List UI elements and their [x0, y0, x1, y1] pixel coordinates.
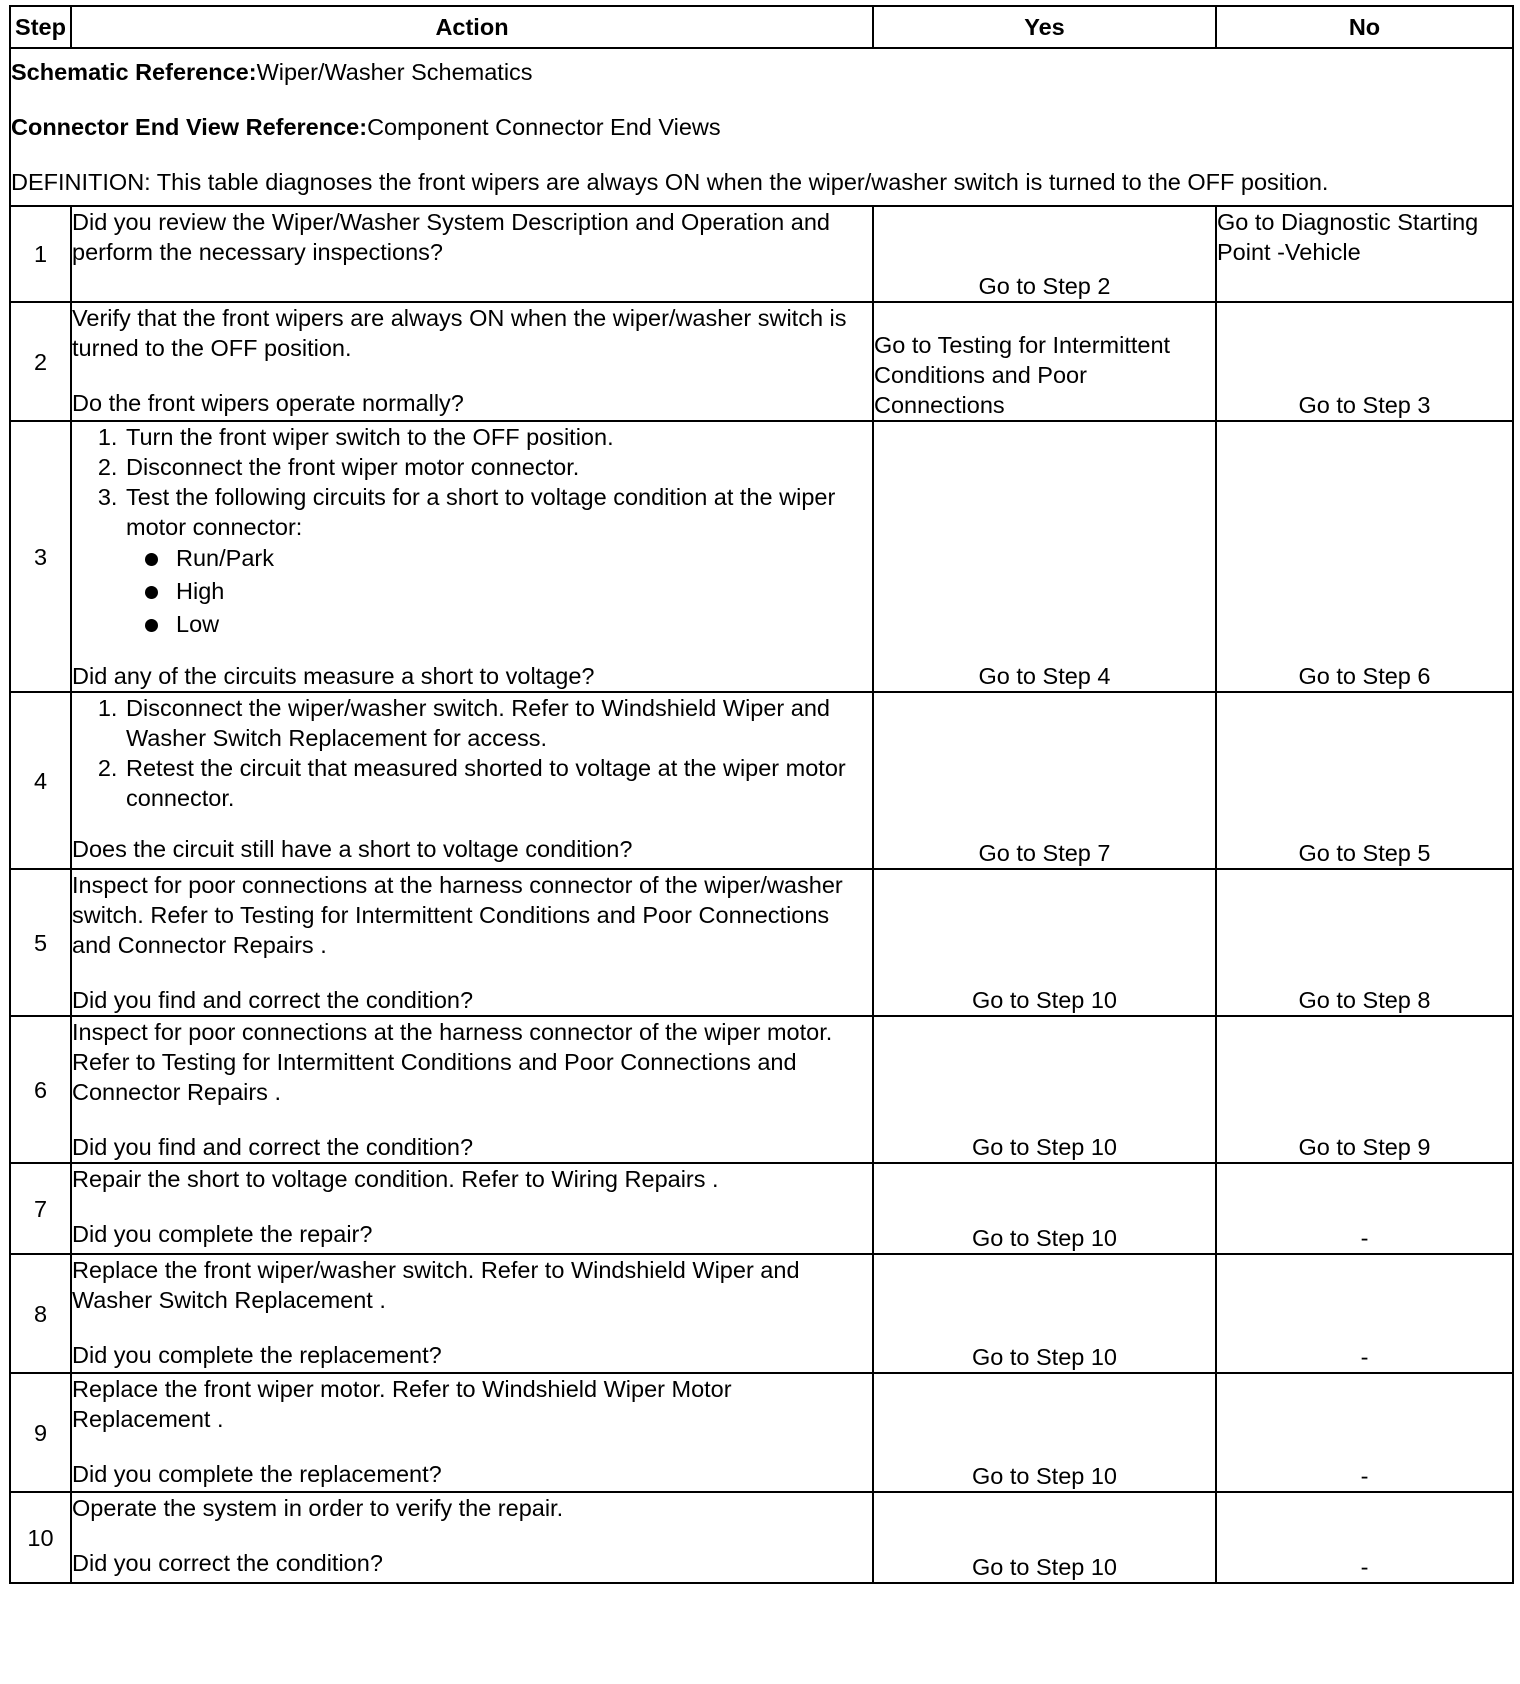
action-text: Inspect for poor connections at the harness connector of the wiper/washer switch. Refer to Testing for Intermittent Conditions and Poor Connections and Connector Repairs .	[72, 872, 843, 958]
step-number: 8	[10, 1254, 71, 1373]
action-cell	[71, 421, 873, 692]
yes-cell[interactable]: Go to Step 10	[873, 1373, 1216, 1492]
list-item-text: Test the following circuits for a short to voltage condition at the wiper motor connector:	[126, 484, 836, 540]
action-cell	[71, 206, 873, 302]
header-step: Step	[10, 6, 71, 48]
question-text: Does the circuit still have a short to voltage condition?	[72, 836, 633, 862]
yes-cell[interactable]: Go to Step 10	[873, 869, 1216, 1016]
circuit-item: Run/Park	[176, 542, 872, 575]
diagnostic-table	[9, 5, 1514, 1584]
action-text: Verify that the front wipers are always ON when the wiper/washer switch is turned to the OFF position.	[72, 305, 847, 361]
table-row	[10, 869, 1513, 1016]
no-cell: -	[1216, 1373, 1513, 1492]
schematic-reference-link[interactable]: Wiper/Washer Schematics	[256, 59, 533, 85]
yes-cell[interactable]: Go to Testing for Intermittent Conditions and Poor Connections	[873, 302, 1216, 421]
connector-reference-link[interactable]: Component Connector End Views	[367, 114, 721, 140]
circuit-item: Low	[176, 608, 872, 641]
question-text: Did any of the circuits measure a short to voltage?	[72, 663, 595, 689]
list-item: 2. Retest the circuit that measured shorted to voltage at the wiper motor connector.	[124, 753, 872, 813]
action-cell	[71, 1163, 873, 1254]
circuit-item: High	[176, 575, 872, 608]
yes-cell[interactable]: Go to Step 4	[873, 421, 1216, 692]
no-cell[interactable]: Go to Diagnostic Starting Point -Vehicle	[1216, 206, 1513, 302]
info-cell	[10, 48, 1513, 206]
step-number: 10	[10, 1492, 71, 1583]
action-cell	[71, 869, 873, 1016]
table-row	[10, 206, 1513, 302]
schematic-reference	[11, 49, 1512, 104]
question-text: Did you correct the condition?	[72, 1550, 383, 1576]
yes-cell[interactable]: Go to Step 10	[873, 1254, 1216, 1373]
yes-cell[interactable]: Go to Step 7	[873, 692, 1216, 869]
table-row	[10, 1016, 1513, 1163]
action-text: Replace the front wiper/washer switch. Refer to Windshield Wiper and Washer Switch Replacement .	[72, 1257, 800, 1313]
definition-text: DEFINITION: This table diagnoses the front wipers are always ON when the wiper/washer switch is turned to the OFF position.	[11, 169, 1329, 195]
no-cell[interactable]: Go to Step 9	[1216, 1016, 1513, 1163]
question-text: Did you complete the repair?	[72, 1221, 373, 1247]
question-text: Did you find and correct the condition?	[72, 1134, 474, 1160]
no-cell: -	[1216, 1492, 1513, 1583]
no-cell[interactable]: Go to Step 3	[1216, 302, 1513, 421]
action-cell	[71, 302, 873, 421]
step-number: 2	[10, 302, 71, 421]
no-cell[interactable]: Go to Step 8	[1216, 869, 1513, 1016]
table-row	[10, 302, 1513, 421]
step-number: 4	[10, 692, 71, 869]
yes-cell[interactable]: Go to Step 10	[873, 1492, 1216, 1583]
step-number: 7	[10, 1163, 71, 1254]
table-row	[10, 1254, 1513, 1373]
yes-cell[interactable]: Go to Step 2	[873, 206, 1216, 302]
connector-reference	[11, 104, 1512, 159]
table-row	[10, 1492, 1513, 1583]
question-text: Did you find and correct the condition?	[72, 987, 474, 1013]
step-number: 5	[10, 869, 71, 1016]
substep-list	[72, 422, 872, 641]
table-row	[10, 1163, 1513, 1254]
step-number: 9	[10, 1373, 71, 1492]
action-cell	[71, 1373, 873, 1492]
action-cell	[71, 1254, 873, 1373]
header-action: Action	[71, 6, 873, 48]
table-row	[10, 692, 1513, 869]
no-cell[interactable]: Go to Step 5	[1216, 692, 1513, 869]
action-cell	[71, 1016, 873, 1163]
no-cell: -	[1216, 1254, 1513, 1373]
table-row	[10, 421, 1513, 692]
header-yes: Yes	[873, 6, 1216, 48]
info-row	[10, 48, 1513, 206]
schematic-reference-label: Schematic Reference:	[11, 59, 257, 85]
question-text: Did you complete the replacement?	[72, 1461, 442, 1487]
action-cell	[71, 1492, 873, 1583]
header-no: No	[1216, 6, 1513, 48]
list-item: 1. Disconnect the wiper/washer switch. Refer to Windshield Wiper and Washer Switch Replacement for access.	[124, 693, 872, 753]
table-row	[10, 1373, 1513, 1492]
no-cell: -	[1216, 1163, 1513, 1254]
list-item: 1. Turn the front wiper switch to the OFF position.	[124, 422, 872, 452]
connector-reference-label: Connector End View Reference:	[11, 114, 368, 140]
step-number: 6	[10, 1016, 71, 1163]
question-text: Did you complete the replacement?	[72, 1342, 442, 1368]
yes-cell[interactable]: Go to Step 10	[873, 1016, 1216, 1163]
question-text: Do the front wipers operate normally?	[72, 390, 464, 416]
action-text: Did you review the Wiper/Washer System Description and Operation and perform the necessary inspections?	[72, 209, 830, 265]
substep-list	[72, 693, 872, 813]
action-text: Repair the short to voltage condition. Refer to Wiring Repairs .	[72, 1166, 719, 1192]
no-cell[interactable]: Go to Step 6	[1216, 421, 1513, 692]
step-number: 3	[10, 421, 71, 692]
list-item: 2. Disconnect the front wiper motor connector.	[124, 452, 872, 482]
yes-cell[interactable]: Go to Step 10	[873, 1163, 1216, 1254]
action-text: Replace the front wiper motor. Refer to Windshield Wiper Motor Replacement .	[72, 1376, 732, 1432]
action-text: Operate the system in order to verify the repair.	[72, 1495, 564, 1521]
header-row	[10, 6, 1513, 48]
step-number: 1	[10, 206, 71, 302]
circuit-list	[126, 542, 872, 641]
action-cell	[71, 692, 873, 869]
action-text: Inspect for poor connections at the harness connector of the wiper motor. Refer to Testing for Intermittent Conditions and Poor Connections and Connector Repairs .	[72, 1019, 833, 1105]
list-item	[124, 482, 872, 641]
